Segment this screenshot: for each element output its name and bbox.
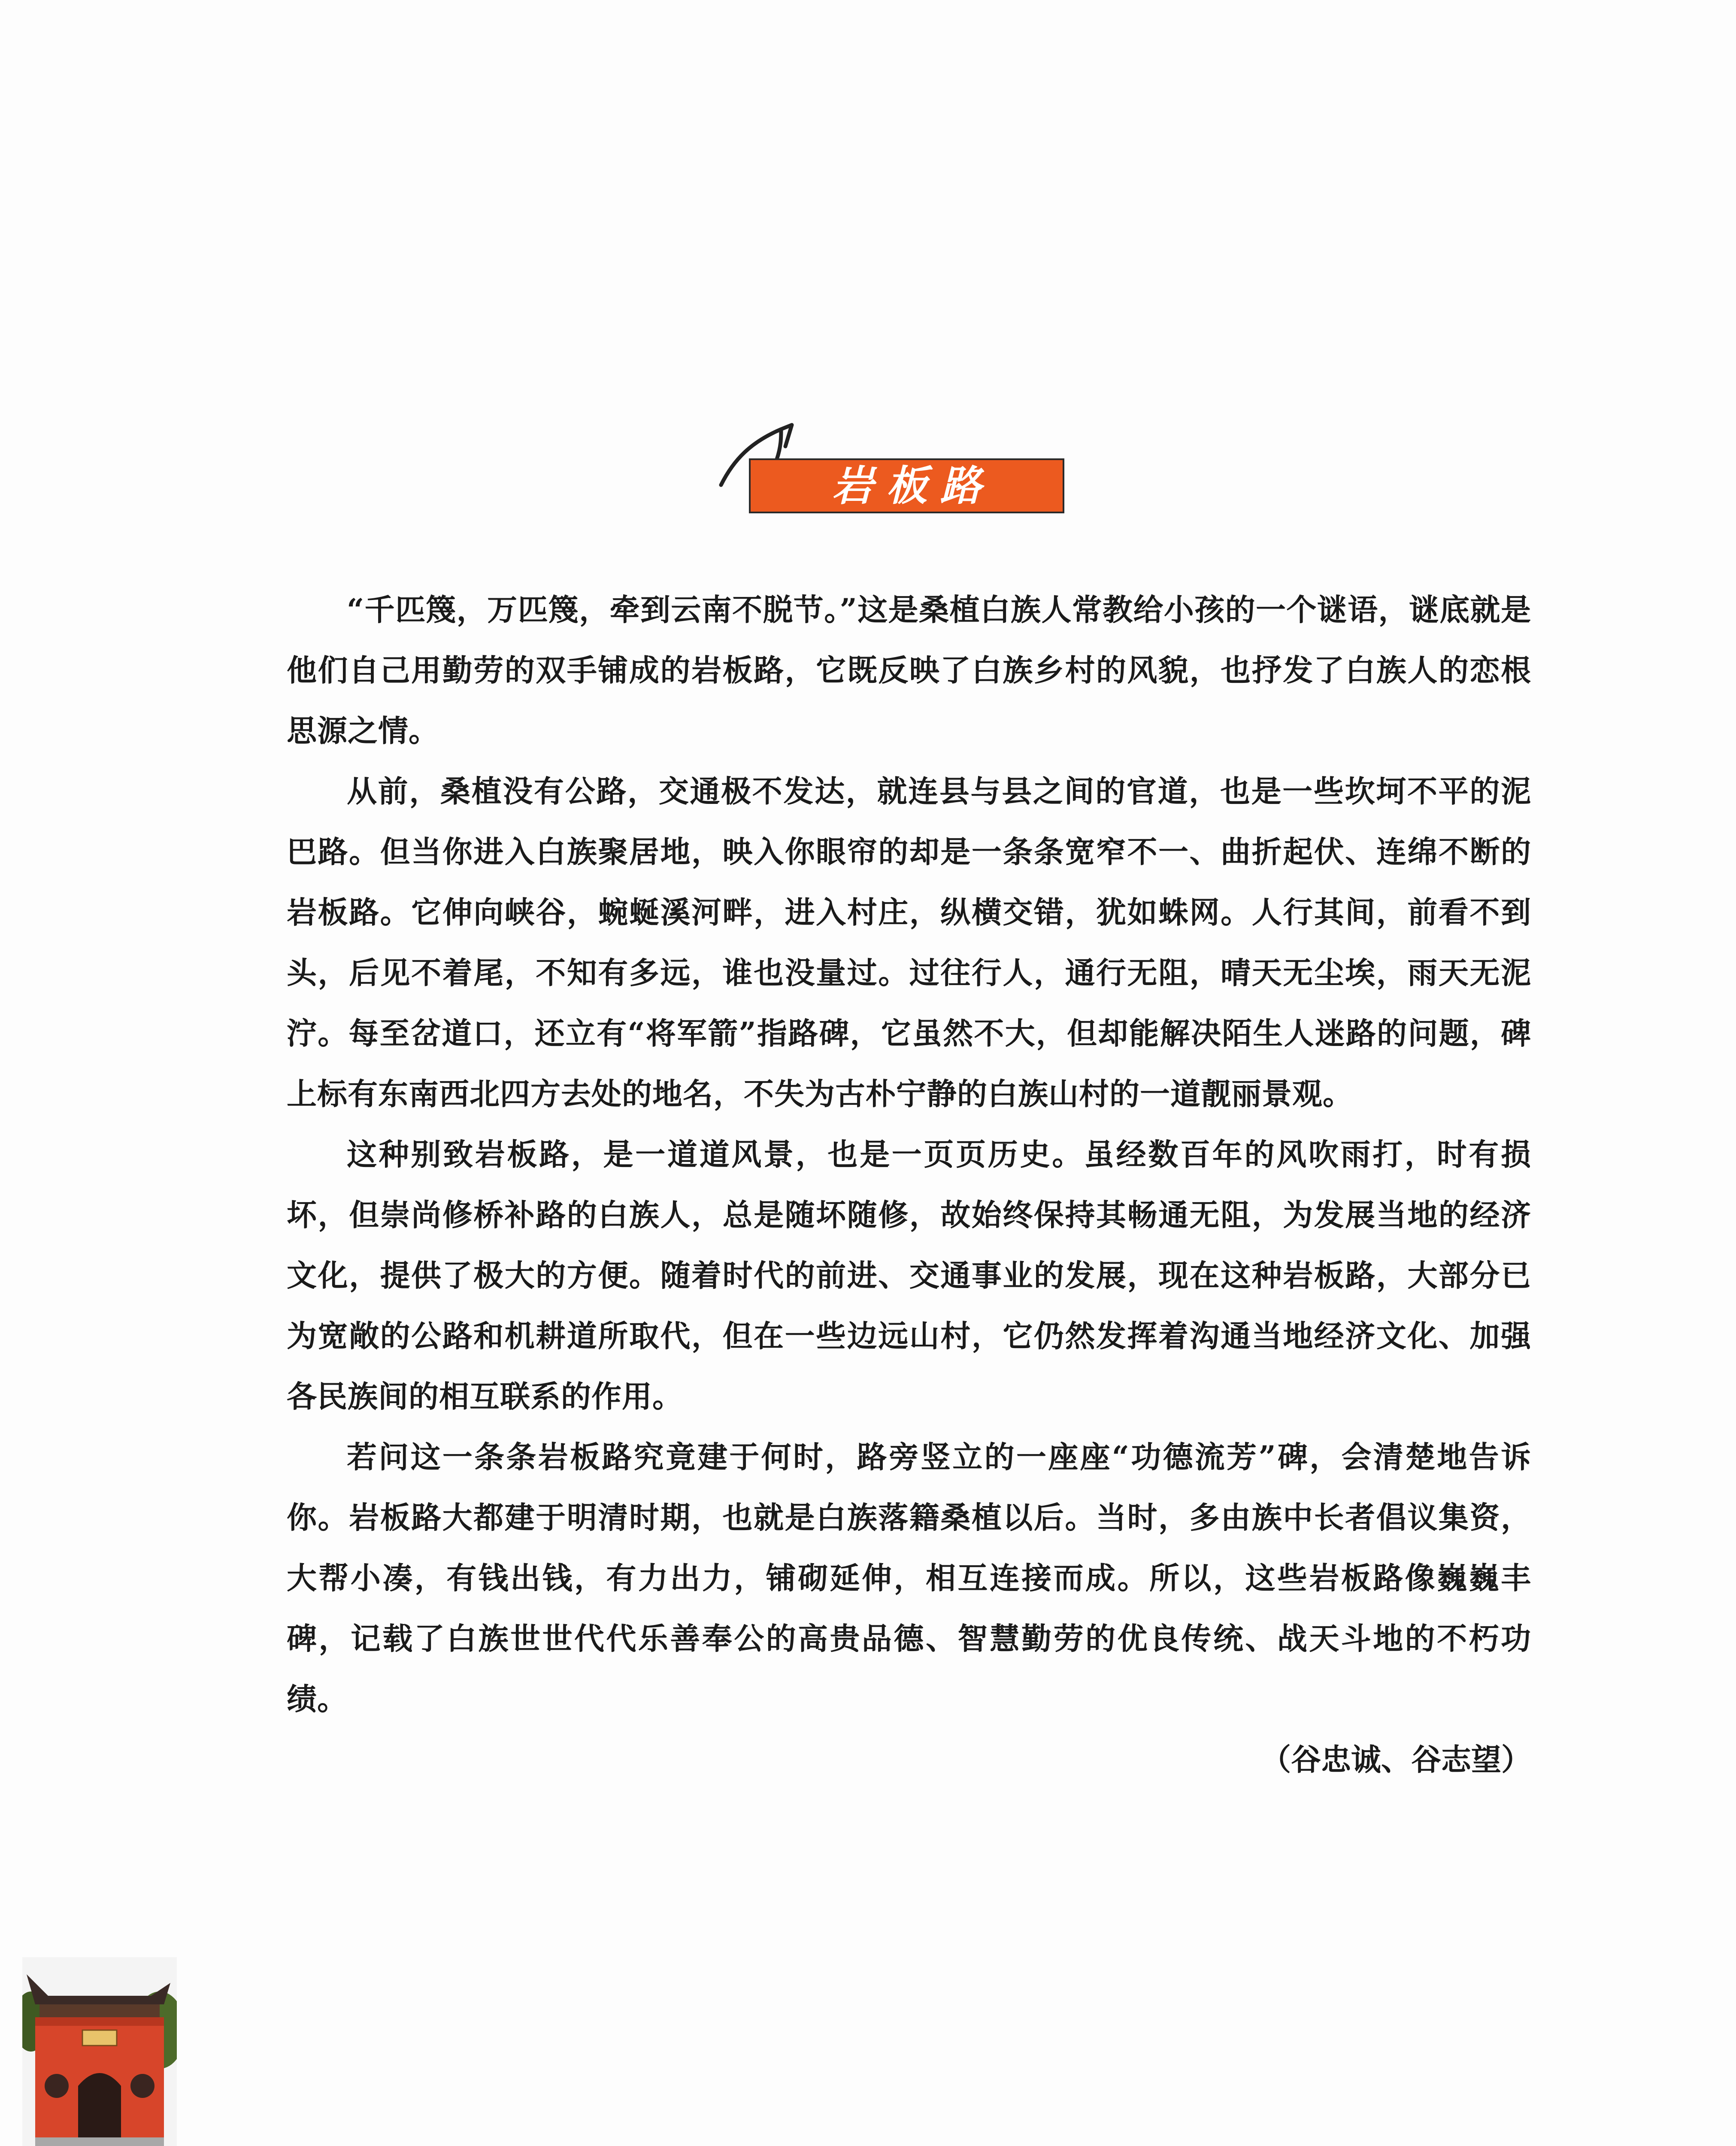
title-banner	[749, 458, 1064, 513]
page-title: 岩板路	[832, 461, 994, 510]
paragraph-4: 若问这一条条岩板路究竟建于何时，路旁竖立的一座座“功德流芳”碑，会清楚地告诉你。岩板路大都建于明清时期，也就是白族落籍桑植以后。当时，多由族中长者倡议集资，大帮小凑，有钱出钱，有力出力，铺砌延伸，相互连接而成。所以，这些岩板路像巍巍丰碑，记载了白族世世代代乐善奉公的高贵品德、智慧勤劳的优良传统、战天斗地的不朽功绩。	[287, 1439, 1531, 1717]
paragraph-2: 从前，桑植没有公路，交通极不发达，就连县与县之间的官道，也是一些坎坷不平的泥巴路。但当你进入白族聚居地，映入你眼帘的却是一条条宽窄不一、曲折起伏、连绵不断的岩板路。它伸向峡谷，蜿蜒溪河畔，进入村庄，纵横交错，犹如蛛网。人行其间，前看不到头，后见不着尾，不知有多远，谁也没量过。过往行人，通行无阻，晴天无尘埃，雨天无泥泞。每至岔道口，还立有“将军箭”指路碑，它虽然不大，但却能解决陌生人迷路的问题，碑上标有东南西北四方去处的地名，不失为古朴宁静的白族山村的一道靓丽景观。	[287, 773, 1531, 1112]
paragraph-3: 这种别致岩板路，是一道道风景，也是一页页历史。虽经数百年的风吹雨打，时有损坏，但崇尚修桥补路的白族人，总是随坏随修，故始终保持其畅通无阻，为发展当地的经济文化，提供了极大的方便。随着时代的前进、交通事业的发展，现在这种岩板路，大部分已为宽敞的公路和机耕道所取代，但在一些边远山村，它仍然发挥着沟通当地经济文化、加强各民族间的相互联系的作用。	[287, 1137, 1531, 1414]
article-body	[287, 579, 1531, 1790]
paragraph-1: “千匹篾，万匹篾，牵到云南不脱节。”这是桑植白族人常教给小孩的一个谜语，谜底就是他们自己用勤劳的双手铺成的岩板路，它既反映了白族乡村的风貌，也抒发了白族人的恋根思源之情。	[287, 592, 1531, 749]
footer-branding	[22, 1957, 177, 2146]
temple-thumbnail-image	[22, 1957, 177, 2146]
author-credit: （谷忠诚、谷志望）	[1261, 1742, 1531, 1777]
title-block	[717, 412, 1069, 524]
